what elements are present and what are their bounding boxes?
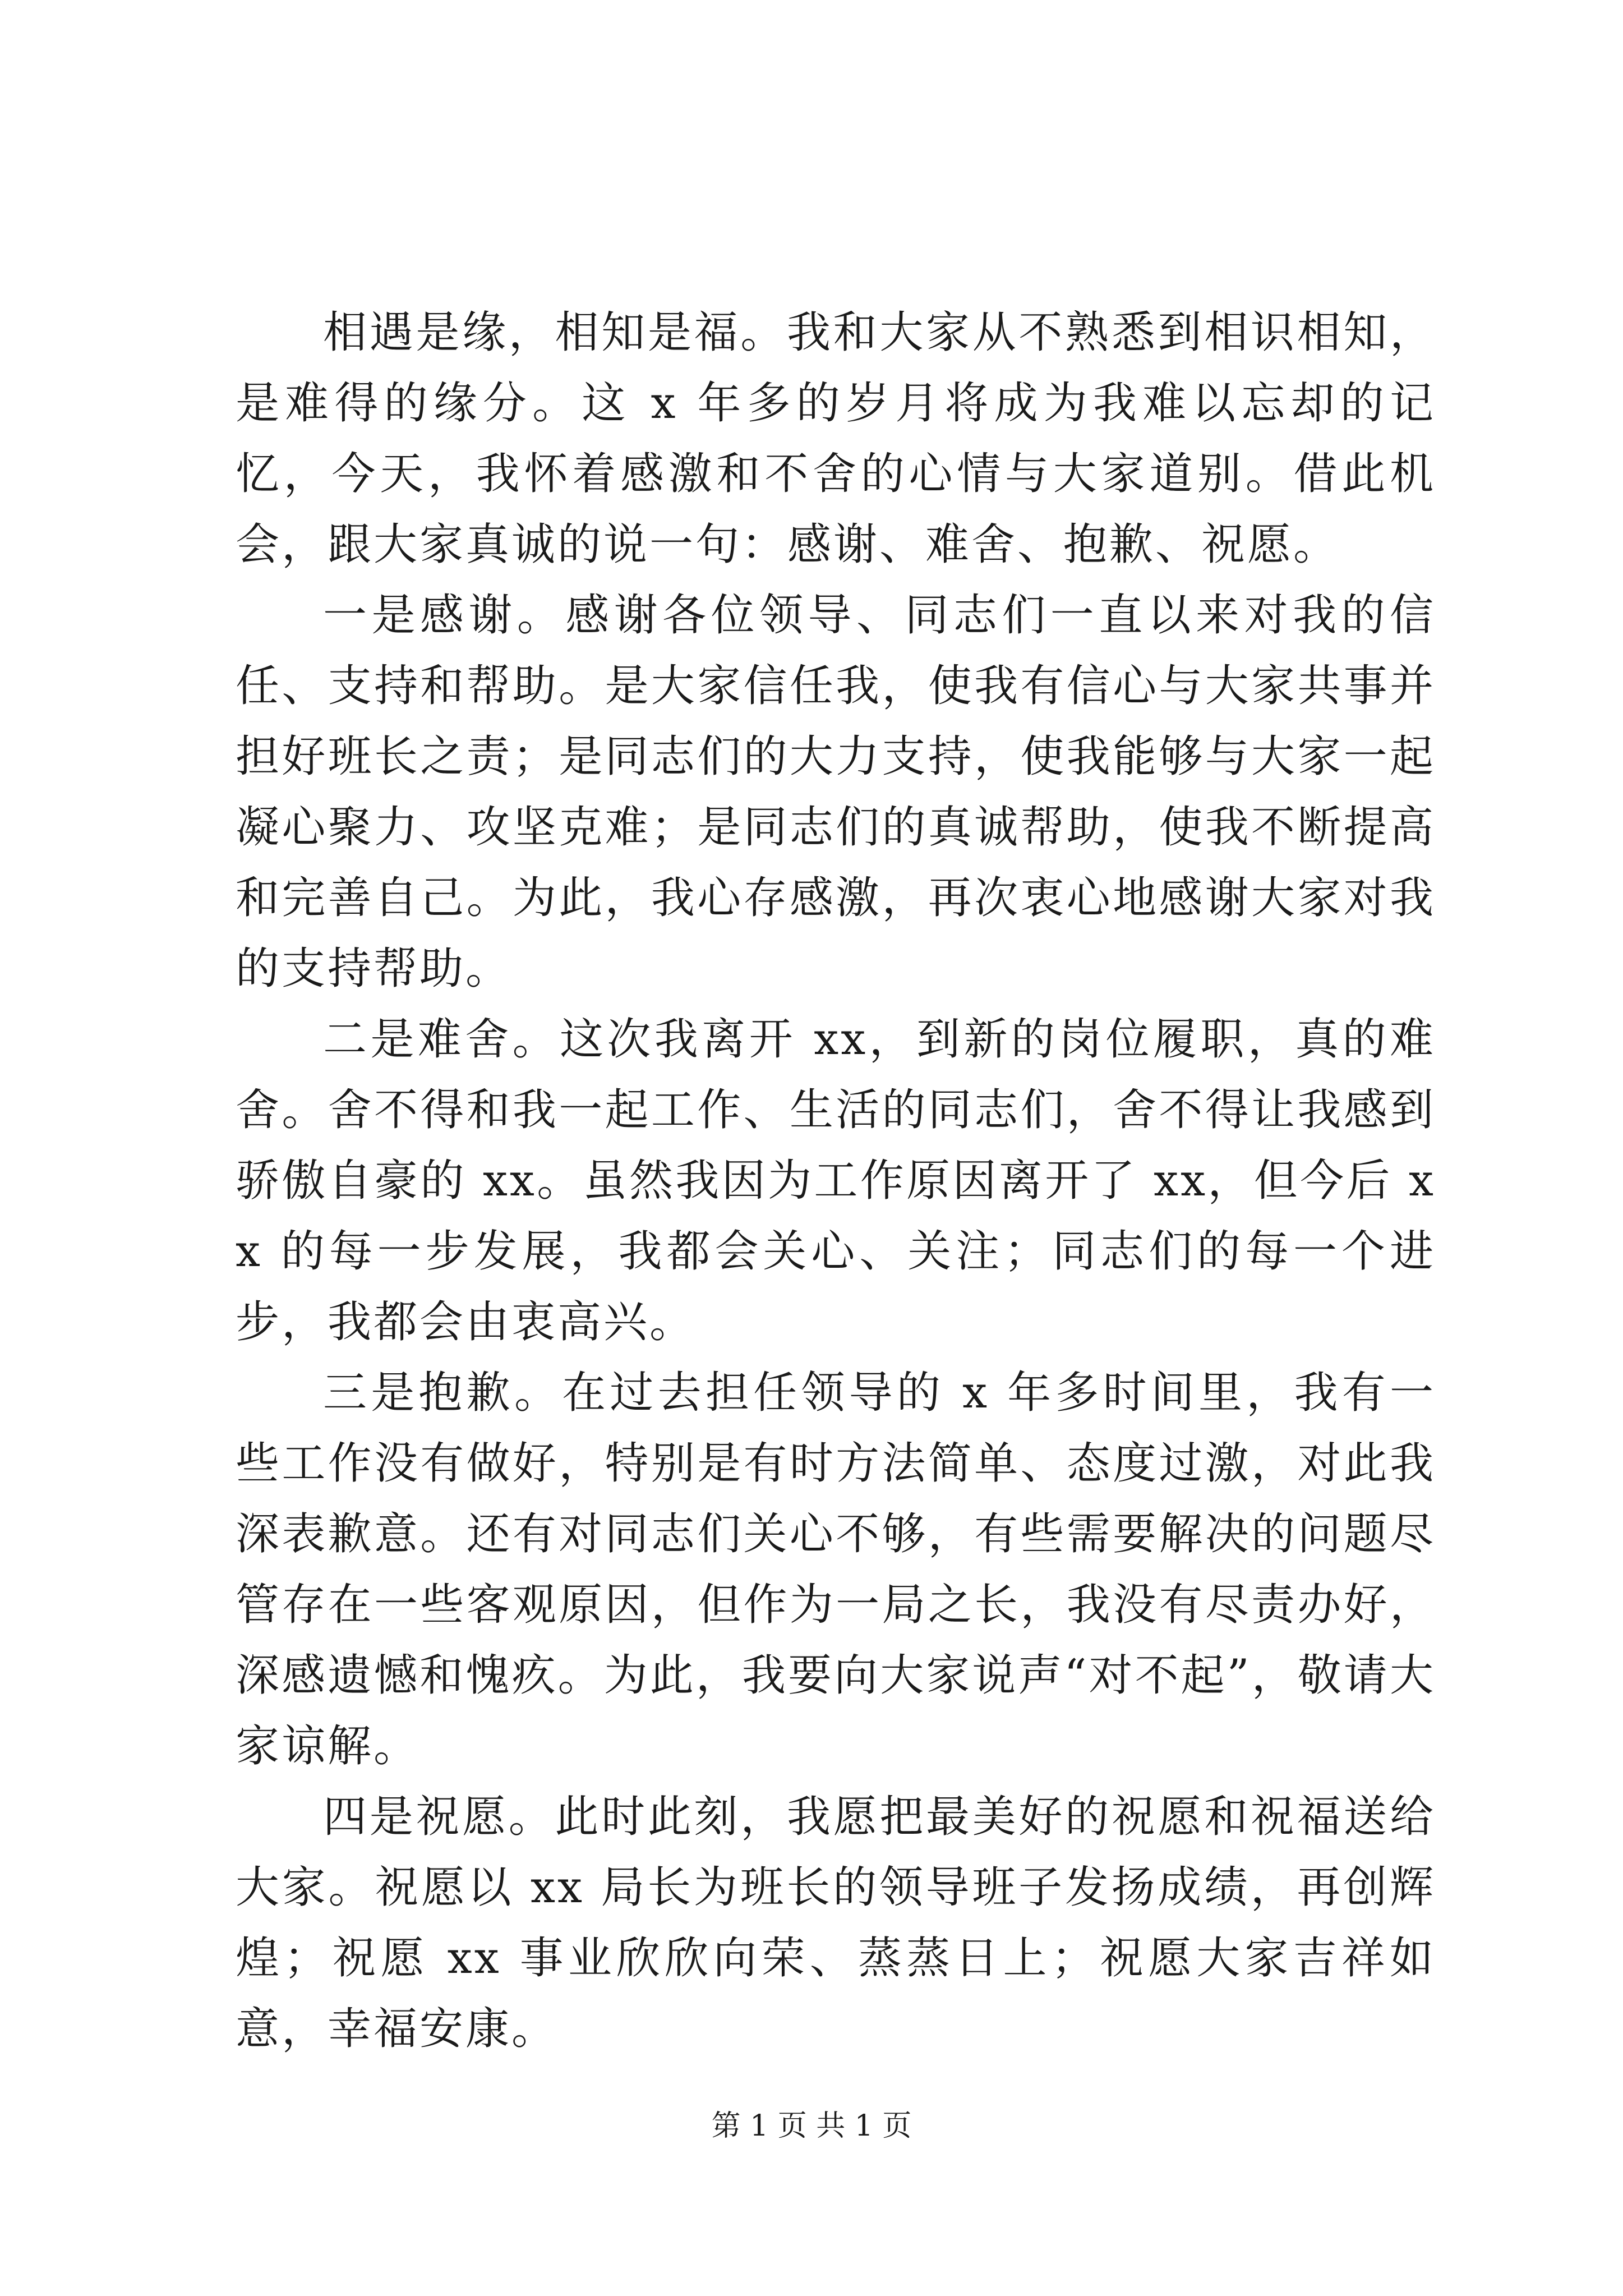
- paragraph-reluctance: 二是难舍。这次我离开 xx，到新的岗位履职，真的难舍。舍不得和我一起工作、生活的同志们，舍不得让我感到骄傲自豪的 xx。虽然我因为工作原因离开了 xx，但今后 xx 的每一步发展，我都会关心、关注；同志们的每一个进步，我都会由衷高兴。: [236, 1014, 1436, 1347]
- page-number-footer: 第 1 页 共 1 页: [711, 2109, 912, 2143]
- paragraph-thanks: 一是感谢。感谢各位领导、同志们一直以来对我的信任、支持和帮助。是大家信任我，使我有信心与大家共事并担好班长之责；是同志们的大力支持，使我能够与大家一起凝心聚力、攻坚克难；是同志们的真诚帮助，使我不断提高和完善自己。为此，我心存感激，再次衷心地感谢大家对我的支持帮助。: [236, 590, 1436, 994]
- document-body: [236, 297, 1436, 2064]
- paragraph-apology: 三是抱歉。在过去担任领导的 x 年多时间里，我有一些工作没有做好，特别是有时方法简单、态度过激，对此我深表歉意。还有对同志们关心不够，有些需要解决的问题尽管存在一些客观原因，但作为一局之长，我没有尽责办好，深感遗憾和愧疚。为此，我要向大家说声“对不起”，敬请大家谅解。: [236, 1368, 1436, 1772]
- paragraph-wishes: 四是祝愿。此时此刻，我愿把最美好的祝愿和祝福送给大家。祝愿以 xx 局长为班长的领导班子发扬成绩，再创辉煌；祝愿 xx 事业欣欣向荣、蒸蒸日上；祝愿大家吉祥如意，幸福安康。: [236, 1792, 1436, 2054]
- paragraph-intro: 相遇是缘，相知是福。我和大家从不熟悉到相识相知，是难得的缘分。这 x 年多的岁月将成为我难以忘却的记忆，今天，我怀着感激和不舍的心情与大家道别。借此机会，跟大家真诚的说一句：感谢、难舍、抱歉、祝愿。: [236, 307, 1436, 570]
